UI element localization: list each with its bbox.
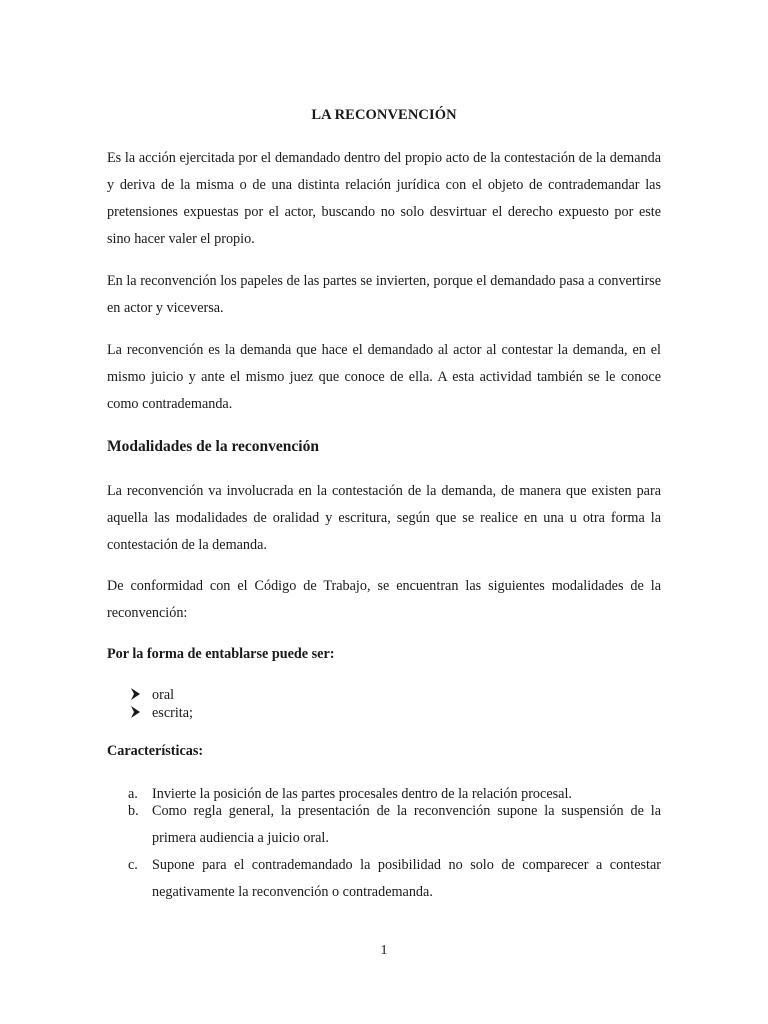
list-item-label: oral [152, 687, 175, 703]
paragraph-contrademanda: La reconvención es la demanda que hace el demandado al actor al contestar la demanda, en el mismo juicio y ante el mismo juez que conoce de ella. A esta actividad también se le conoce como contrademanda. [107, 342, 661, 412]
arrow-bullet-icon [130, 705, 142, 719]
paragraph-definition: Es la acción ejercitada por el demandado dentro del propio acto de la contestación de la demanda y deriva de la misma o de una distinta relación jurídica con el objeto de contrademandar las pretensiones expuestas por el actor, buscando no solo desvirtuar el derecho expuesto por este sino hacer valer el propio. [107, 150, 661, 247]
caracteristicas-heading: Características: [107, 743, 204, 759]
forma-heading: Por la forma de entablarse puede ser: [107, 646, 335, 662]
list-marker: a. [128, 786, 138, 802]
paragraph-codigo-trabajo: De conformidad con el Código de Trabajo, se encuentran las siguientes modalidades de la reconvención: [107, 578, 661, 621]
list-item [130, 686, 193, 704]
list-item-text: Supone para el contrademandado la posibilidad no solo de comparecer a contestar negativamente la reconvención o contrademanda. [152, 857, 661, 900]
document-title: LA RECONVENCIÓN [311, 107, 457, 123]
page-number: 1 [380, 943, 388, 958]
list-item [130, 704, 193, 722]
arrow-bullet-icon [130, 687, 142, 701]
list-item-label: escrita; [152, 705, 193, 721]
list-item [128, 798, 661, 852]
list-marker: c. [128, 857, 138, 873]
list-item-text: Invierte la posición de las partes procesales dentro de la relación procesal. [152, 786, 572, 802]
section-heading: Modalidades de la reconvención [107, 438, 319, 455]
list-item-text: Como regla general, la presentación de la reconvención supone la suspensión de la primera audiencia a juicio oral. [152, 803, 661, 846]
list-marker: b. [128, 803, 139, 819]
caracteristicas-list [128, 786, 661, 906]
list-item [128, 852, 661, 906]
paragraph-roles: En la reconvención los papeles de las partes se invierten, porque el demandado pasa a convertirse en actor y viceversa. [107, 273, 661, 316]
forma-list [130, 686, 193, 722]
paragraph-modalidades: La reconvención va involucrada en la contestación de la demanda, de manera que existen para aquella las modalidades de oralidad y escritura, según que se realice en una u otra forma la contestación de la demanda. [107, 483, 661, 553]
